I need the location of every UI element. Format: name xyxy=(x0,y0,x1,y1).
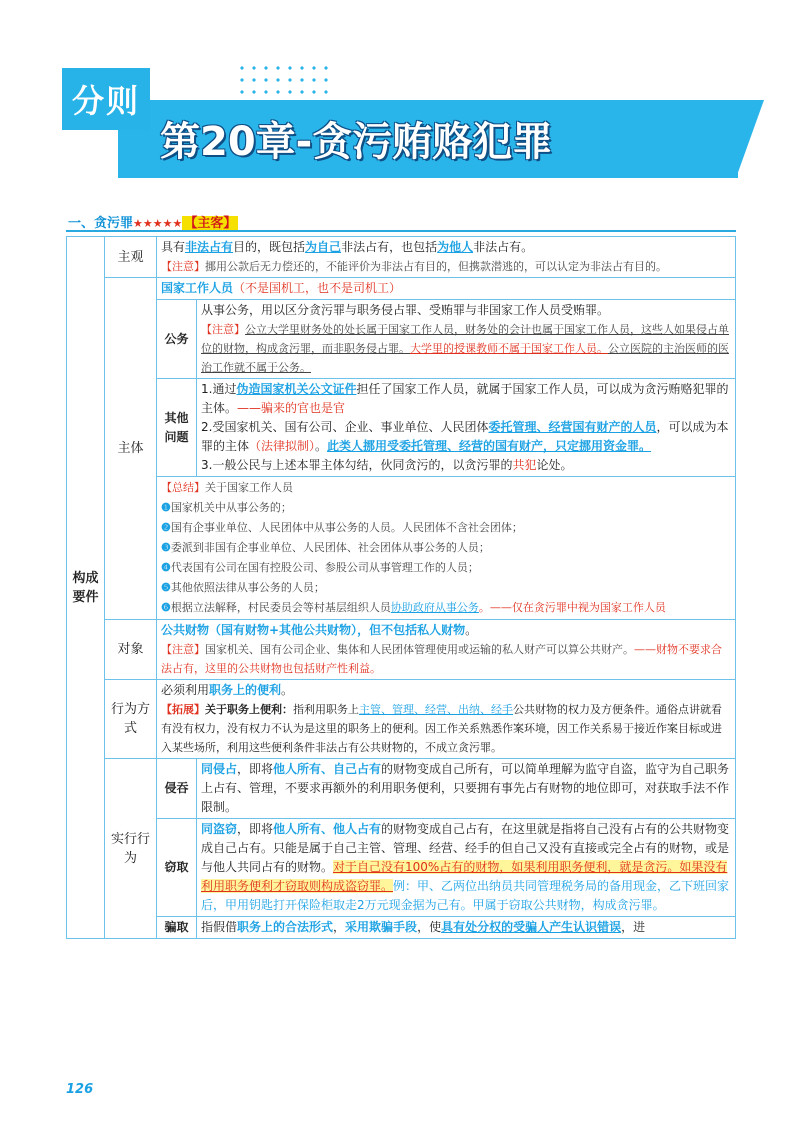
label-conduct: 行为方式 xyxy=(105,680,157,759)
row-steal xyxy=(67,819,736,917)
row-object xyxy=(67,620,736,680)
num-6-icon: ❻ xyxy=(161,601,171,614)
num-1-icon: ❶ xyxy=(161,501,171,514)
cell-fraud: 指假借职务上的合法形式，采用欺骗手段，使具有处分权的受骗人产生认识错误，进 xyxy=(197,917,736,939)
row-conduct xyxy=(67,680,736,759)
row-public-duty xyxy=(67,300,736,379)
row-subjective xyxy=(67,237,736,278)
section-tag: 【主客】 xyxy=(184,216,237,231)
row-embezzle xyxy=(67,759,736,819)
label-steal: 窃取 xyxy=(157,819,197,917)
label-other-issues: 其他问题 xyxy=(157,379,197,477)
label-embezzle: 侵吞 xyxy=(157,759,197,819)
row-other-issues xyxy=(67,379,736,477)
label-object: 对象 xyxy=(105,620,157,680)
decorative-dots xyxy=(236,62,336,102)
cell-conduct: 必须利用职务上的便利。 【拓展】关于职务上便利：指利用职务上主管、管理、经营、出纳、经手公共财物的权力及方便条件。通俗点讲就看有没有权力，没有权力不认为是这里的职务上的便利。因工作关系熟悉作案环境，因工作关系易于接近作案目标或进入某些场所，利用这些便利条件非法占有公共财物的，不成立贪污罪。 xyxy=(157,680,736,759)
cell-other-issues: 1.通过伪造国家机关公文证件担任了国家工作人员，就属于国家工作人员，可以成为贪污贿赂犯罪的主体。——骗来的官也是官 2.受国家机关、国有公司、企业、事业单位、人民团体委托管理、经营国有财产的人员，可以成为本罪的主体（法律拟制）。此类人挪用受委托管理、经营的国有财产，只定挪用资金罪。 3.一般公民与上述本罪主体勾结，伙同贪污的，以贪污罪的共犯论处。 xyxy=(197,379,736,477)
group-label: 构成要件 xyxy=(67,237,105,939)
section-heading xyxy=(68,212,238,231)
page-number: 126 xyxy=(66,1082,94,1097)
num-3-icon: ❸ xyxy=(161,541,171,554)
cell-steal: 同盗窃，即将他人所有、他人占有的财物变成自己占有，在这里就是指将自己没有占有的公共财物变成自己占有。只能是属于自己主管、管理、经营、经手的但自己又没有直接或完全占有的财物，或是与他人共同占有的财物。对于自己没有100%占有的财物，如果利用职务便利，就是贪污。如果没有利用职务便利才窃取则构成盗窃罪。例：甲、乙两位出纳员共同管理税务局的备用现金，乙下班回家后，甲用钥匙打开保险柜取走2万元现金据为己有。甲属于窃取公共财物，构成贪污罪。 xyxy=(197,819,736,917)
cell-summary: 【总结】关于国家工作人员 ❶国家机关中从事公务的； ❷国有企事业单位、人民团体中从事公务的人员。人民团体不含社会团体； ❸委派到非国有企事业单位、人民团体、社会团体从事公务的人员； ❹代表国有公司在国有控股公司、参股公司从事管理工作的人员； ❺其他依照法律从事公务的人员； ❻根据立法解释，村民委员会等村基层组织人员协助政府从事公务。——仅在贪污罪中视为国家工作人员 xyxy=(157,477,736,620)
num-5-icon: ❺ xyxy=(161,581,171,594)
part-tab: 分则 xyxy=(62,68,150,130)
cell-subjective: 具有非法占有目的，既包括为自己非法占有，也包括为他人非法占有。 【注意】挪用公款后无力偿还的，不能评价为非法占有目的，但携款潜逃的，可以认定为非法占有目的。 xyxy=(157,237,736,278)
section-title: 一、贪污罪 xyxy=(68,216,134,231)
cell-embezzle: 同侵占，即将他人所有、自己占有的财物变成自己所有，可以简单理解为监守自盗，监守为自己职务上占有、管理，不要求再额外的利用职务便利，只要拥有事先占有财物的地位即可，对获取手法不作限制。 xyxy=(197,759,736,819)
row-fraud xyxy=(67,917,736,939)
title-band-edge xyxy=(736,100,764,178)
label-subject: 主体 xyxy=(105,278,157,620)
section-stars: ★★★★★ xyxy=(133,217,183,230)
row-summary xyxy=(67,477,736,620)
row-subject-heading xyxy=(67,278,736,300)
num-2-icon: ❷ xyxy=(161,521,171,534)
chapter-header xyxy=(0,0,800,210)
chapter-title: 第20章-贪污贿赂犯罪 xyxy=(160,119,553,165)
section-divider xyxy=(66,230,736,232)
num-4-icon: ❹ xyxy=(161,561,171,574)
label-act: 实行行为 xyxy=(105,759,157,939)
cell-public-duty: 从事公务，用以区分贪污罪与职务侵占罪、受贿罪与非国家工作人员受贿罪。 【注意】公立大学里财务处的处长属于国家工作人员，财务处的会计也属于国家工作人员，这些人如果侵占单位的财物，构成贪污罪，而非职务侵占罪。大学里的授课教师不属于国家工作人员。公立医院的主治医师的医治工作就不属于公务。 xyxy=(197,300,736,379)
label-public-duty: 公务 xyxy=(157,300,197,379)
label-subjective: 主观 xyxy=(105,237,157,278)
label-fraud: 骗取 xyxy=(157,917,197,939)
cell-object: 公共财物（国有财物+其他公共财物），但不包括私人财物。 【注意】国家机关、国有公司企业、集体和人民团体管理使用或运输的私人财产可以算公共财产。——财物不要求合法占有，这里的公共财物也包括财产性利益。 xyxy=(157,620,736,680)
elements-table xyxy=(66,236,736,939)
cell-subject-heading: 国家工作人员（不是国机工，也不是司机工） xyxy=(157,278,736,300)
